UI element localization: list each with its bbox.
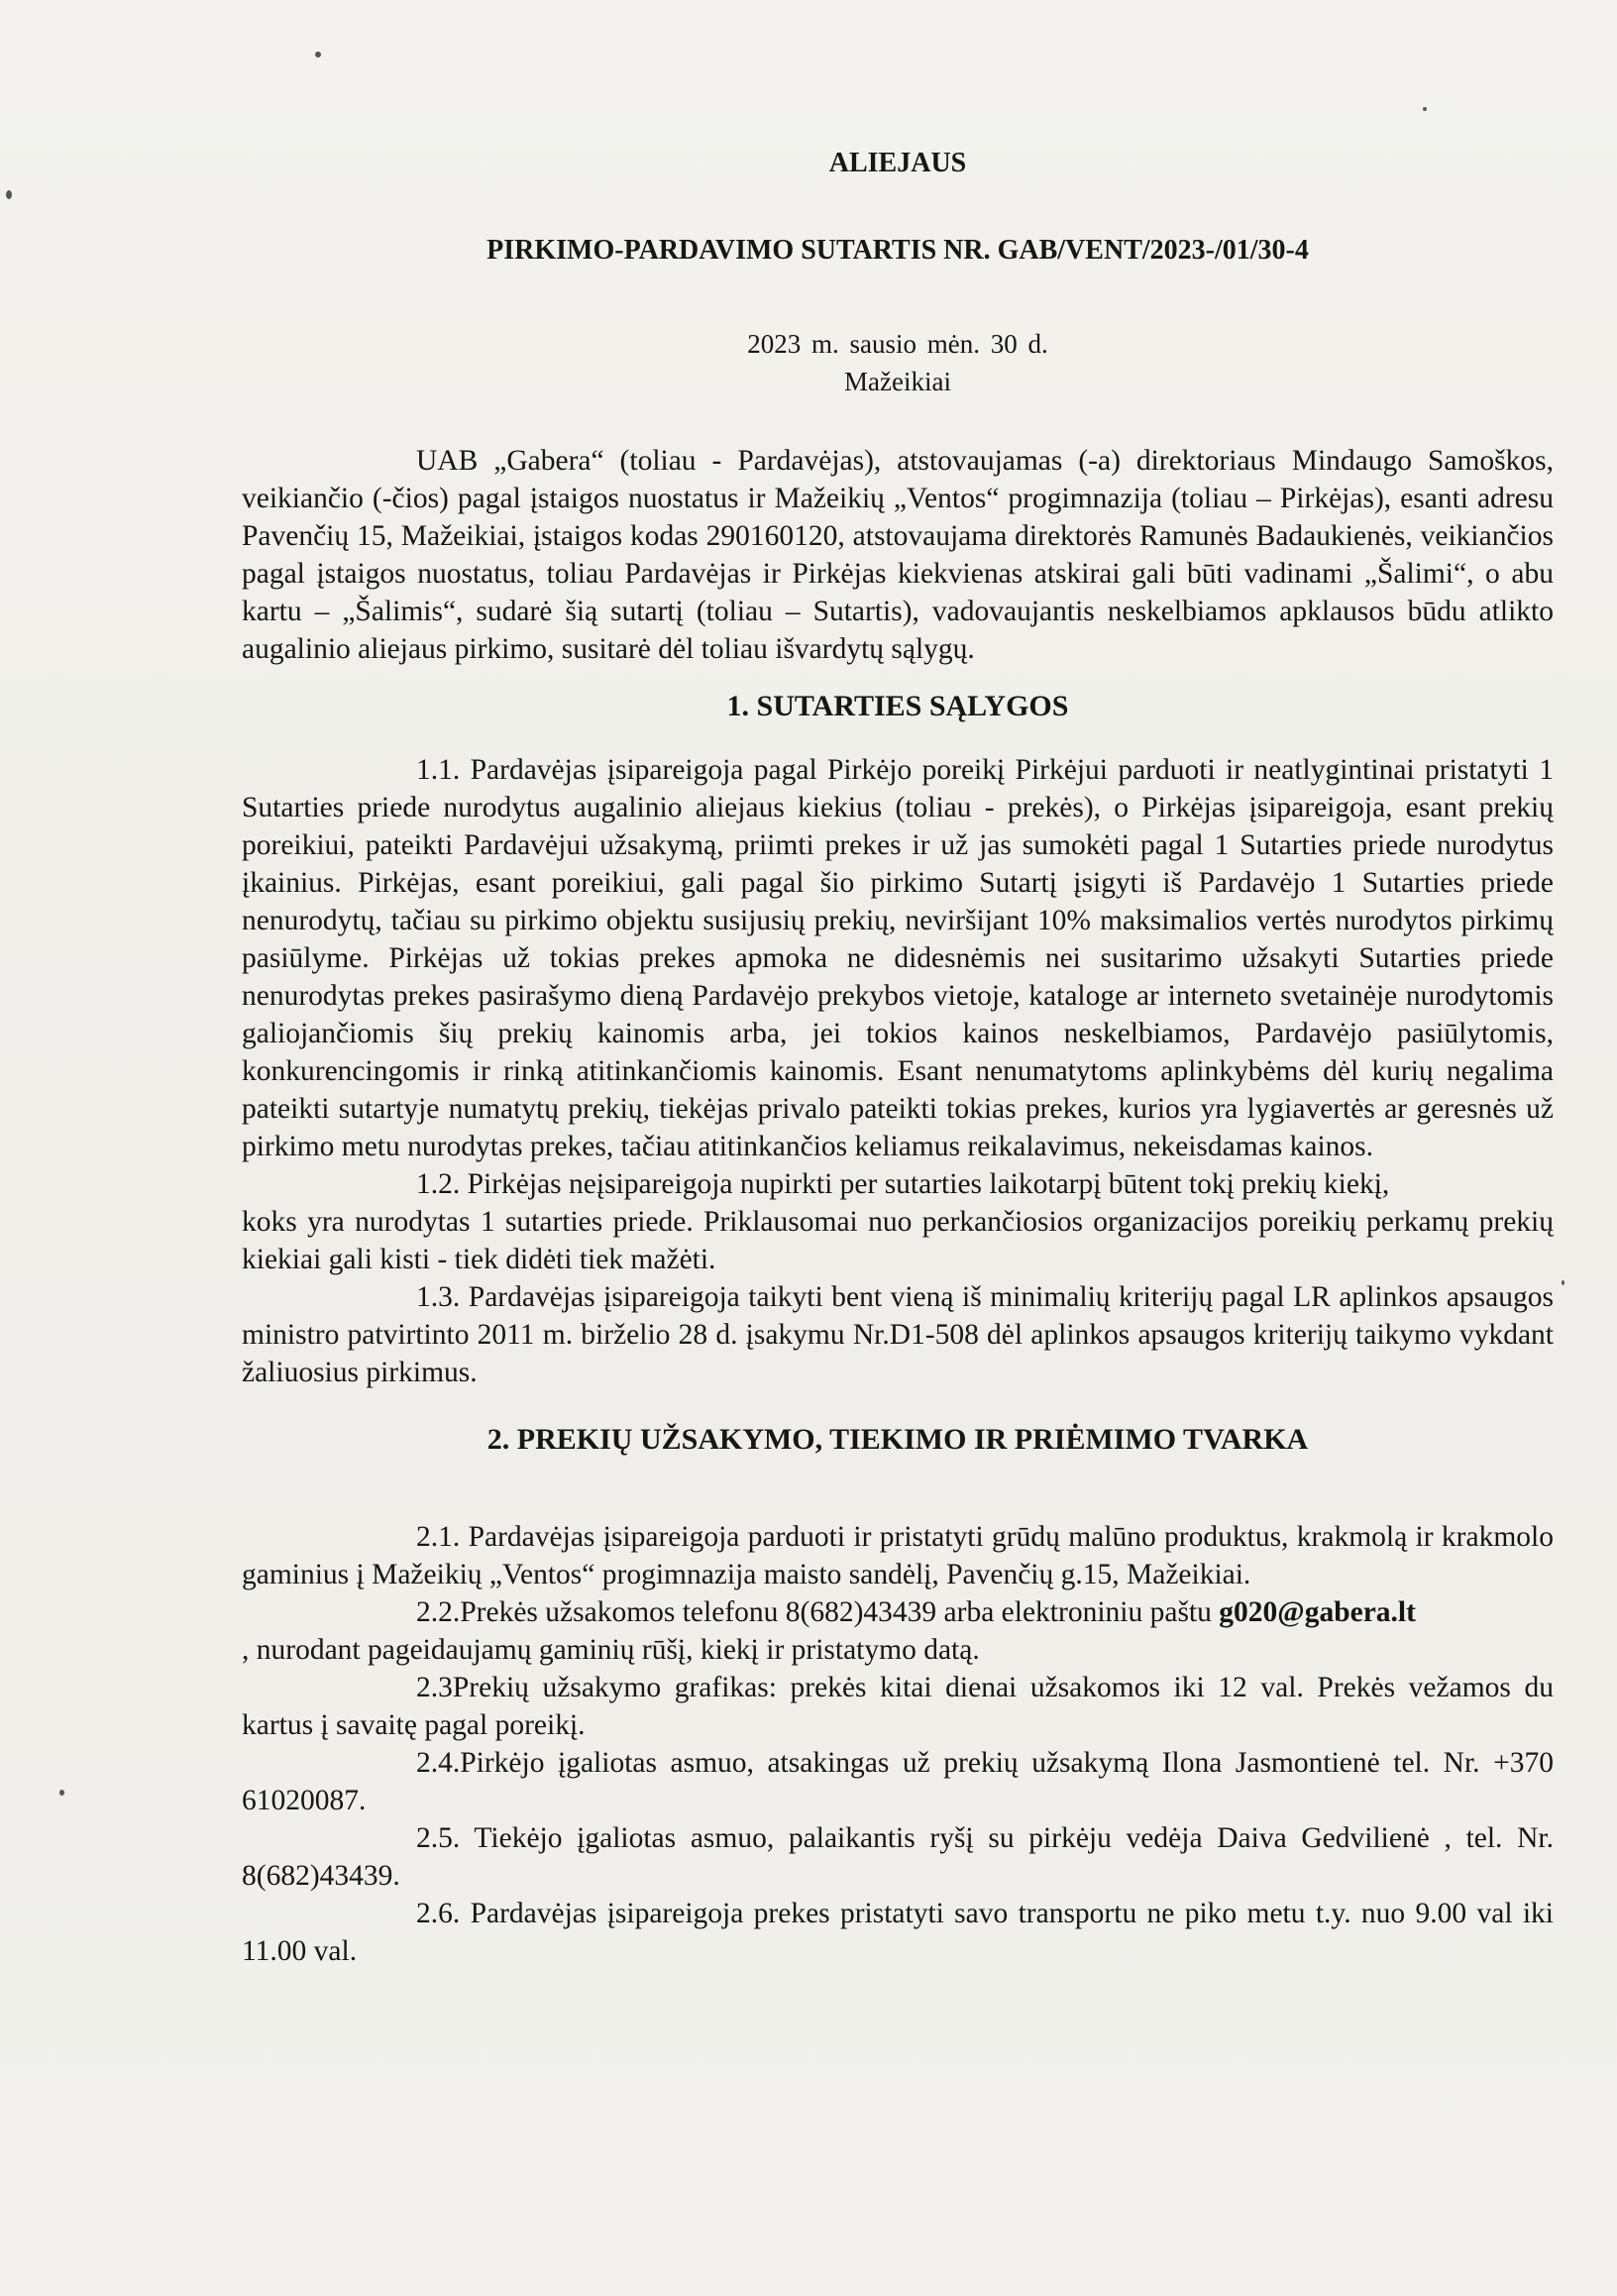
clause-1-2-line1: 1.2. Pirkėjas neįsipareigoja nupirkti per sutarties laikotarpį būtent tokį prekių kiekį, (416, 1168, 1390, 1200)
document-place: Mažeikiai (844, 367, 951, 396)
clause-2-2-text: 2.2.Prekės užsakomos telefonu 8(682)43439 arba elektroniniu paštu (416, 1596, 1212, 1628)
clause-2-2 (242, 1593, 1554, 1631)
document-date: 2023 m. sausio mėn. 30 d. (747, 329, 1048, 359)
clause-2-5: 2.5. Tiekėjo įgaliotas asmuo, palaikantis ryšį su pirkėju vedėja Daiva Gedvilienė , tel. Nr. 8(682)43439. (242, 1822, 1554, 1892)
scan-speck (1423, 107, 1427, 111)
section-2-title: 2. PREKIŲ UŽSAKYMO, TIEKIMO IR PRIĖMIMO TVARKA (486, 1423, 1309, 1456)
clause-2-4: 2.4.Pirkėjo įgaliotas asmuo, atsakingas už prekių užsakymą Ilona Jasmontienė tel. Nr. +370 61020087. (242, 1747, 1554, 1816)
scan-speck (6, 190, 12, 199)
document-title-line2: PIRKIMO-PARDAVIMO SUTARTIS NR. GAB/VENT/2023-/01/30-4 (486, 235, 1309, 266)
clause-2-2-cont: , nurodant pageidaujamų gaminių rūšį, kiekį ir pristatymo datą. (242, 1634, 980, 1666)
scan-speck (59, 1790, 64, 1796)
document-title-line1: ALIEJAUS (828, 148, 967, 178)
clause-2-3: 2.3Prekių užsakymo grafikas: prekės kitai dienai užsakomos iki 12 val. Prekės vežamos du kartus į savaitę pagal poreikį. (242, 1672, 1554, 1741)
clause-1-3: 1.3. Pardavėjas įsipareigoja taikyti bent vieną iš minimalių kriterijų pagal LR aplinkos apsaugos ministro patvirtinto 2011 m. birželio 28 d. įsakymu Nr.D1-508 dėl aplinkos apsaugos kriterijų taikymo vykdant žaliuosius pirkimus. (242, 1281, 1554, 1388)
clause-1-2-cont: koks yra nurodytas 1 sutarties priede. Priklausomai nuo perkančiosios organizacijos poreikių perkamų prekių kiekiai gali kisti - tiek didėti tiek mažėti. (242, 1206, 1554, 1275)
clause-2-1: 2.1. Pardavėjas įsipareigoja parduoti ir pristatyti grūdų malūno produktus, krakmolą ir krakmolo gaminius į Mažeikių „Ventos“ progimnazija maisto sandėlį, Pavenčių g.15, Mažeikiai. (242, 1521, 1554, 1590)
clause-2-6: 2.6. Pardavėjas įsipareigoja prekes pristatyti savo transportu ne piko metu t.y. nuo 9.00 val iki 11.00 val. (242, 1898, 1554, 1967)
scan-speck (1562, 1280, 1564, 1285)
order-email-link[interactable]: g020@gabera.lt (1219, 1596, 1416, 1628)
intro-paragraph: UAB „Gabera“ (toliau - Pardavėjas), atstovaujamas (-a) direktoriaus Mindaugo Samoškos, veikiančio (-čios) pagal įstaigos nuostatus ir Mažeikių „Ventos“ progimnazija (toliau – Pirkėjas), esanti adresu Pavenčių 15, Mažeikiai, įstaigos kodas 290160120, atstovaujama direktorės Ramunės Badaukienės, veikiančios pagal įstaigos nuostatus, toliau Pardavėjas ir Pirkėjas kiekvienas atskirai gali būti vadinami „Šalimi“, o abu kartu – „Šalimis“, sudarė šią sutartį (toliau – Sutartis), vadovaujantis neskelbiamos apklausos būdu atlikto augalinio aliejaus pirkimo, susitarė dėl toliau išvardytų sąlygų. (242, 445, 1554, 665)
clause-1-1: 1.1. Pardavėjas įsipareigoja pagal Pirkėjo poreikį Pirkėjui parduoti ir neatlygintinai pristatyti 1 Sutarties priede nurodytus augalinio aliejaus kiekius (toliau - prekės), o Pirkėjas įsipareigoja, esant prekių poreikiui, pateikti Pardavėjui užsakymą, priimti prekes ir už jas sumokėti pagal 1 Sutarties priede nurodytus įkainius. Pirkėjas, esant poreikiui, gali pagal šio pirkimo Sutartį įsigyti iš Pardavėjo 1 Sutarties priede nenurodytų, tačiau su pirkimo objektu susijusių prekių, neviršijant 10% maksimalios vertės nurodytos pirkimų pasiūlyme. Pirkėjas už tokias prekes apmoka ne didesnėmis nei susitarimo užsakyti Sutarties priede nenurodytas prekes pasirašymo dieną Pardavėjo prekybos vietoje, kataloge ar interneto svetainėje nurodytomis galiojančiomis šių prekių kainomis arba, jei tokios kainos neskelbiamos, Pardavėjo pasiūlytomis, konkurencingomis ir rinką atitinkančiomis kainomis. Esant nenumatytoms aplinkybėms dėl kurių negalima pateikti sutartyje numatytų prekių, tiekėjas privalo pateikti tokias prekes, kurios yra lygiavertės ar geresnės už pirkimo metu nurodytas prekes, tačiau atitinkančios keliamus reikalavimus, nekeisdamas kainos. (242, 754, 1554, 1162)
scan-speck (315, 52, 321, 57)
section-1-title: 1. SUTARTIES SĄLYGOS (726, 690, 1069, 722)
document-body (242, 137, 1554, 1970)
